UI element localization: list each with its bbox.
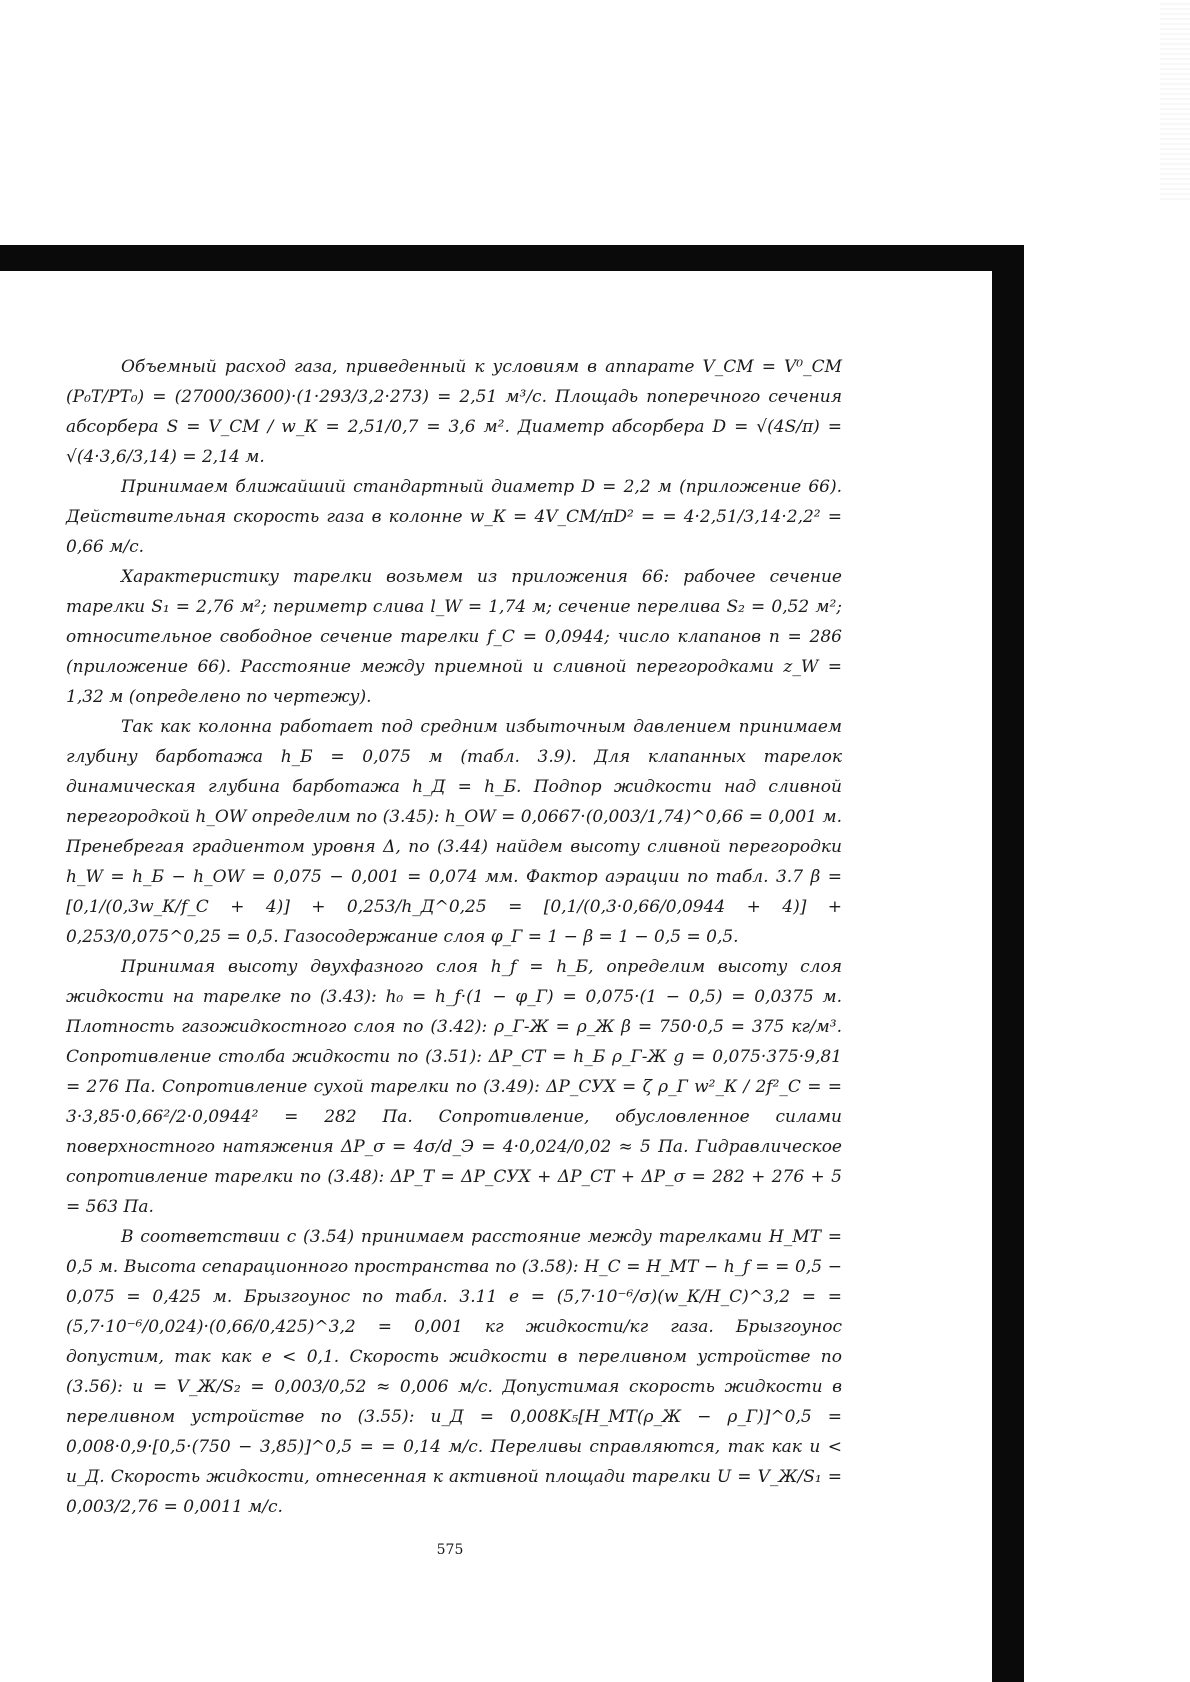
paragraph-hydraulic-resistance: Принимая высоту двухфазного слоя h_f = h_Б, определим высоту слоя жидкости на тарелке по (3.43): h₀ = h_f·(1 − φ_Г) = 0,075·(1 − 0,5) = 0,0375 м. Плотность газожидкостного слоя по (3.42): ρ_Г-Ж = ρ_Ж β = 750·0,5 = 375 кг/м³. Сопротивление столба жидкости по (3.51): ΔP_СТ = h_Б ρ_Г-Ж g = 0,075·375·9,81 = 276 Па. Сопротивление сухой тарелки по (3.49): ΔP_СУХ = ζ ρ_Г w²_К / 2f²_С = = 3·3,85·0,66²/2·0,0944² = 282 Па. Сопротивление, обусловленное силами поверхностного натяжения ΔP_σ = 4σ/d_Э = 4·0,024/0,02 ≈ 5 Па. Гидравлическое сопротивление тарелки по (3.48): ΔP_Т = ΔP_СУХ + ΔP_СТ + ΔP_σ = 282 + 276 + 5 = 563 Па. xyxy=(66,957,842,1217)
paragraph-tray-characteristics: Характеристику тарелки возьмем из приложения 66: рабочее сечение тарелки S₁ = 2,76 м²; периметр слива l_W = 1,74 м; сечение перелива S₂ = 0,52 м²; относительное свободное сечение тарелки f_С = 0,0944; число клапанов n = 286 (приложение 66). Расстояние между приемной и сливной перегородками z_W = 1,32 м (определено по чертежу). xyxy=(66,567,842,707)
scan-noise xyxy=(1160,0,1190,200)
page-number: 575 xyxy=(436,1542,464,1558)
paragraph-diameter: Принимаем ближайший стандартный диаметр D = 2,2 м (приложение 66). Действительная скорость газа в колонне w_К = 4V_СМ/πD² = = 4·2,51/3,14·2,2² = 0,66 м/с. xyxy=(66,477,842,557)
scan-border-top xyxy=(0,245,1024,271)
scan-border-right xyxy=(992,245,1024,1682)
page-text xyxy=(66,352,842,1522)
paragraph-gas-flow: Объемный расход газа, приведенный к условиям в аппарате V_СМ = V⁰_СМ (P₀T/PT₀) = (27000/3600)·(1·293/3,2·273) = 2,51 м³/с. Площадь поперечного сечения абсорбера S = V_СМ / w_К = 2,51/0,7 = 3,6 м². Диаметр абсорбера D = √(4S/π) = √(4·3,6/3,14) = 2,14 м. xyxy=(66,357,842,467)
paragraph-tray-spacing: В соответствии с (3.54) принимаем расстояние между тарелками H_МТ = 0,5 м. Высота сепарационного пространства по (3.58): H_С = H_МТ − h_f = = 0,5 − 0,075 = 0,425 м. Брызгоунос по табл. 3.11 e = (5,7·10⁻⁶/σ)(w_К/H_С)^3,2 = = (5,7·10⁻⁶/0,024)·(0,66/0,425)^3,2 = 0,001 кг жидкости/кг газа. Брызгоунос допустим, так как e < 0,1. Скорость жидкости в переливном устройстве по (3.56): u = V_Ж/S₂ = 0,003/0,52 ≈ 0,006 м/с. Допустимая скорость жидкости в переливном устройстве по (3.55): u_Д = 0,008K₅[H_МТ(ρ_Ж − ρ_Г)]^0,5 = 0,008·0,9·[0,5·(750 − 3,85)]^0,5 = = 0,14 м/с. Переливы справляются, так как u < u_Д. Скорость жидкости, отнесенная к активной площади тарелки U = V_Ж/S₁ = 0,003/2,76 = 0,0011 м/с. xyxy=(66,1227,842,1517)
paragraph-bubbling-depth: Так как колонна работает под средним избыточным давлением принимаем глубину барботажа h_Б = 0,075 м (табл. 3.9). Для клапанных тарелок динамическая глубина барботажа h_Д = h_Б. Подпор жидкости над сливной перегородкой h_OW определим по (3.45): h_OW = 0,0667·(0,003/1,74)^0,66 = 0,001 м. Пренебрегая градиентом уровня Δ, по (3.44) найдем высоту сливной перегородки h_W = h_Б − h_OW = 0,075 − 0,001 = 0,074 мм. Фактор аэрации по табл. 3.7 β = [0,1/(0,3w_К/f_С + 4)] + 0,253/h_Д^0,25 = [0,1/(0,3·0,66/0,0944 + 4)] + 0,253/0,075^0,25 = 0,5. Газосодержание слоя φ_Г = 1 − β = 1 − 0,5 = 0,5. xyxy=(66,717,842,947)
